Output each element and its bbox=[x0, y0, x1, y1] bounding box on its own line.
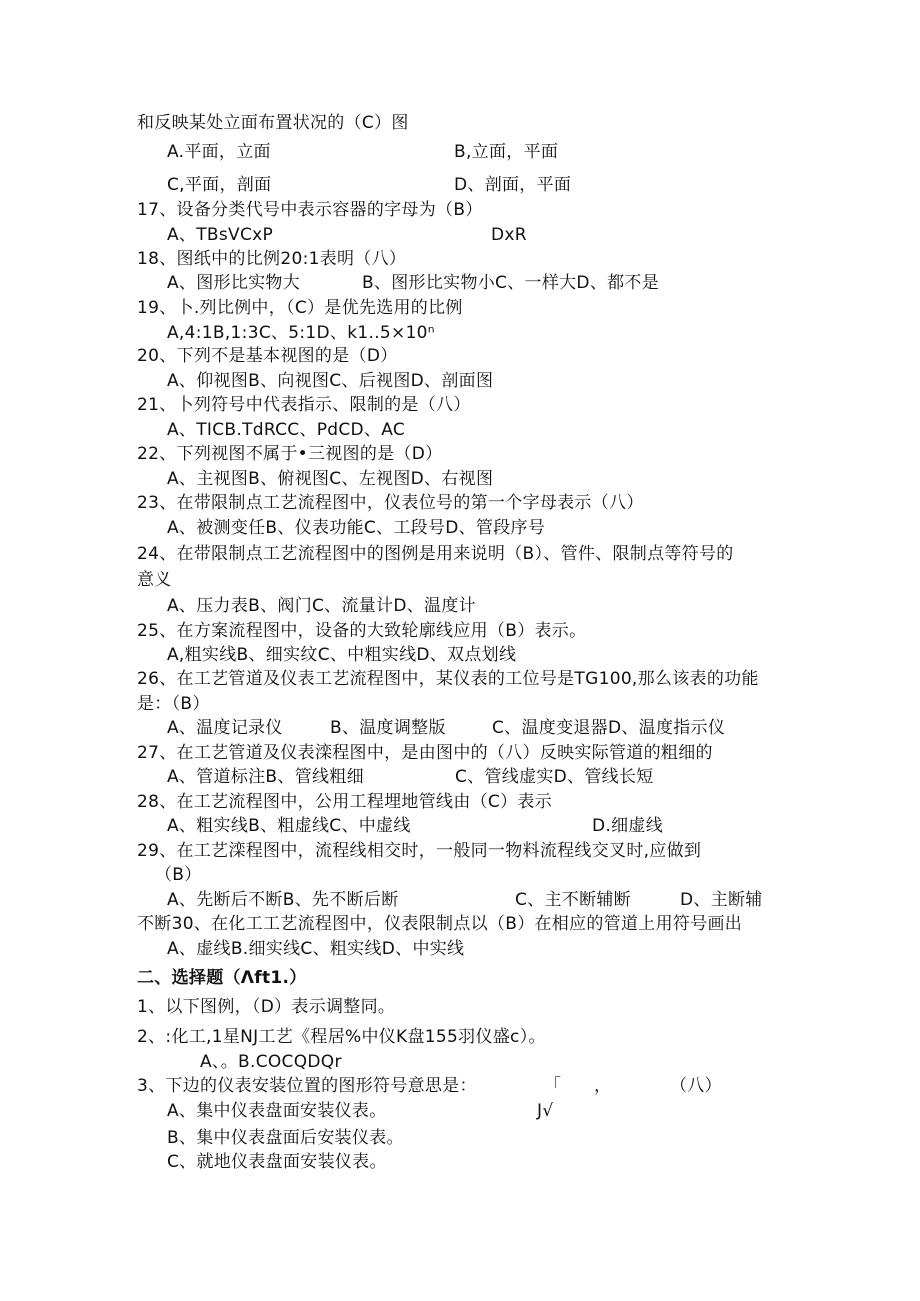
option-line: A、粗实线B、粗虚线C、中虚线 bbox=[167, 816, 411, 836]
option-line: C,平面，剖面 bbox=[167, 175, 272, 195]
option-line: A、主视图B、俯视图C、左视图D、右视图 bbox=[167, 469, 494, 489]
question-line: 22、下列视图不属于•三视图的是（D） bbox=[137, 444, 443, 464]
question-line: 18、图纸中的比例20:1表明（八） bbox=[137, 249, 407, 269]
question-line: 17、设备分类代号中表示容器的字母为（B） bbox=[137, 200, 483, 220]
option-line: A、TICB.TdRCC、PdCD、AC bbox=[167, 420, 406, 440]
option-line: D.细虚线 bbox=[592, 816, 663, 836]
option-line: A、集中仪表盘面安装仪表。 bbox=[167, 1101, 387, 1121]
option-line: B,立面，平面 bbox=[454, 142, 559, 162]
option-line: C、主不断辅断 bbox=[515, 890, 631, 910]
option-line: A、温度记录仪 bbox=[167, 718, 283, 738]
option-line: A、。B.COCQDQr bbox=[200, 1052, 342, 1072]
option-line: D、主断辅 bbox=[680, 890, 763, 910]
option-line: A、被测变任B、仪表功能C、工段号D、管段序号 bbox=[167, 518, 546, 538]
option-line: A,粗实线B、细实纹C、中粗实线D、双点划线 bbox=[167, 645, 517, 665]
option-line: B、集中仪表盘面后安装仪表。 bbox=[167, 1128, 404, 1148]
option-line: D、剖面，平面 bbox=[454, 175, 572, 195]
option-line: B、温度调整版 bbox=[330, 718, 446, 738]
question-line: 29、在工艺滦程图中，流程线相交时，一般同一物料流程线交叉时,应做到 bbox=[137, 841, 702, 861]
text-line: 和反映某处立面布置状况的（C）图 bbox=[137, 113, 409, 133]
answer-marker: （八） bbox=[670, 1076, 722, 1096]
option-line: C、温度变退器D、温度指示仪 bbox=[492, 718, 726, 738]
option-line: A、仰视图B、向视图C、后视图D、剖面图 bbox=[167, 371, 494, 391]
option-line: DxR bbox=[491, 225, 527, 245]
question-line: 25、在方案流程图中，设备的大致轮廓线应用（B）表示。 bbox=[137, 621, 587, 641]
question-line: 24、在带限制点工艺流程图中的图例是用来说明（B）、管件、限制点等符号的 bbox=[137, 544, 734, 564]
question-line: 21、卜列符号中代表指示、限制的是（八） bbox=[137, 395, 471, 415]
option-line: A.平面，立面 bbox=[167, 142, 271, 162]
option-line: A、压力表B、阀门C、流量计D、温度计 bbox=[167, 596, 476, 616]
symbol-fragment: J√ bbox=[537, 1101, 554, 1121]
question-line: 28、在工艺流程图中，公用工程埋地管线由（C）表示 bbox=[137, 792, 553, 812]
question-line: 3、下边的仪表安装位置的图形符号意思是： bbox=[137, 1076, 477, 1096]
symbol-fragment: ， bbox=[594, 1076, 612, 1096]
question-line: 23、在带限制点工艺流程图中，仪表位号的第一个字母表示（八） bbox=[137, 493, 644, 513]
section-heading: 二、选择题（Λft1.） bbox=[137, 968, 307, 988]
symbol-fragment: 「 bbox=[544, 1076, 562, 1096]
question-line: 20、下列不是基本视图的是（D） bbox=[137, 346, 398, 366]
option-line: C、就地仪表盘面安装仪表。 bbox=[167, 1152, 387, 1172]
option-line: A、虚线B.细实线C、粗实线D、中实线 bbox=[167, 939, 465, 959]
question-line: 27、在工艺管道及仪表滦程图中，是由图中的（八）反映实际管道的粗细的 bbox=[137, 743, 713, 763]
option-line: B、图形比实物小C、一样大D、都不是 bbox=[362, 273, 660, 293]
question-line: 19、卜.列比例中，（C）是优先选用的比例 bbox=[137, 298, 463, 318]
question-line: 1、以下图例，（D）表示调整同。 bbox=[137, 997, 396, 1017]
question-line: 26、在工艺管道及仪表工艺流程图中，某仪表的工位号是TG100,那么该表的功能 bbox=[137, 669, 759, 689]
option-line: C、管线虚实D、管线长短 bbox=[455, 767, 654, 787]
question-line: 不断30、在化工工艺流程图中，仪表限制点以（B）在相应的管道上用符号画出 bbox=[137, 914, 743, 934]
question-line: 意义 bbox=[137, 570, 172, 590]
option-line: A、先断后不断B、先不断后断 bbox=[167, 890, 399, 910]
question-line: 是：（B） bbox=[137, 694, 210, 714]
question-line: 2、:化工,1星NJ工艺《程居%中仪K盘155羽仪盛c）。 bbox=[137, 1027, 546, 1047]
option-line: A、图形比实物大 bbox=[167, 273, 301, 293]
option-line: A,4:1B,1:3C、5:1D、k1..5×10ⁿ bbox=[167, 323, 435, 343]
question-line: （B） bbox=[155, 865, 202, 885]
option-line: A、管道标注B、管线粗细 bbox=[167, 767, 364, 787]
option-line: A、TBsVCxP bbox=[167, 225, 274, 245]
